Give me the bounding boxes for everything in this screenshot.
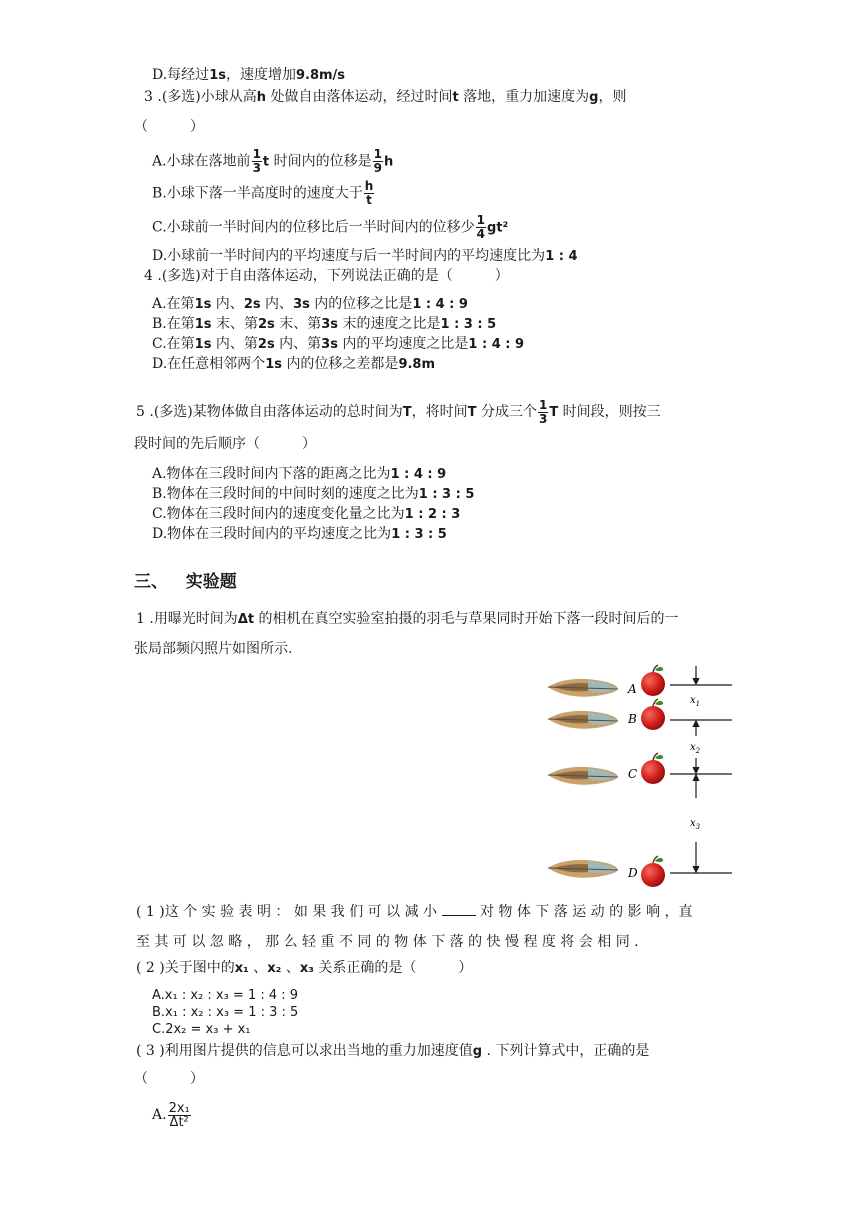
exp1-sub1-line2: 至 其 可 以 忽 略 ， 那 么 轻 重 不 同 的 物 体 下 落 的 快 慢 程 度 将 会 相 同 . [136, 934, 639, 950]
exp1-stem-line2: 张局部频闪照片如图所示. [134, 641, 293, 657]
feather-icon [548, 767, 618, 785]
exp1-sub2-option-b[interactable]: B.x₁ : x₂ : x₃ = 1 : 3 : 5 [152, 1005, 299, 1020]
q5-option-b[interactable]: B.物体在三段时间的中间时刻的速度之比为1 : 3 : 5 [152, 486, 475, 502]
exp1-sub3: ( 3 )利用图片提供的信息可以求出当地的重力加速度值g . 下列计算式中，正确的是 [136, 1043, 650, 1059]
q3-option-d[interactable]: D.小球前一半时间内的平均速度与后一半时间内的平均速度比为1 : 4 [152, 248, 578, 264]
q5-option-c[interactable]: C.物体在三段时间内的速度变化量之比为1 : 2 : 3 [152, 506, 461, 522]
answer-blank[interactable] [442, 903, 476, 916]
q3-option-b[interactable]: B.小球下落一半高度时的速度大于 $\frac{h}{t}$ [152, 179, 374, 207]
feather-icon [548, 711, 618, 729]
fraction: $\frac{\text{2x₁}}{\text{Δt²}}$ [168, 1100, 190, 1130]
q5-option-d[interactable]: D.物体在三段时间内的平均速度之比为1 : 3 : 5 [152, 526, 447, 542]
section-heading: 三、 实验题 [134, 572, 237, 592]
strobe-photo-figure [540, 660, 740, 896]
label-x3: $x_3$ [690, 818, 701, 831]
exp1-sub3-option-a[interactable]: A. $\frac{\text{2x₁}}{\text{Δt²}}$ [152, 1100, 190, 1130]
fraction: $\frac{h}{t}$ [364, 179, 374, 207]
q4-option-d[interactable]: D.在任意相邻两个1s 内的位移之差都是9.8m [152, 356, 436, 372]
q4-option-a[interactable]: A.在第1s 内、2s 内、3s 内的位移之比是1 : 4 : 9 [152, 296, 468, 312]
q4-stem: 4 .(多选)对于自由落体运动，下列说法正确的是（ ） [144, 268, 509, 284]
fraction: $\frac{1}{3}$ [538, 397, 548, 426]
q3-option-c[interactable]: C.小球前一半时间内的位移比后一半时间内的位移少 $\frac{1}{4}$ gt² [152, 213, 509, 241]
fraction: $\frac{1}{4}$ [476, 213, 486, 241]
exp1-sub2-option-c[interactable]: C.2x₂ = x₃ + x₁ [152, 1022, 251, 1037]
q4-option-b[interactable]: B.在第1s 末、第2s 末、第3s 末的速度之比是1 : 3 : 5 [152, 316, 497, 332]
apple-icon [641, 699, 665, 730]
exp1-sub3-paren: （ ） [134, 1071, 204, 1087]
q5-stem: 5 .(多选)某物体做自由落体运动的总时间为T，将时间T 分成三个 $\frac{1}{3}$ T 时间段，则按三 [136, 397, 661, 426]
exp1-sub2: ( 2 )关于图中的x₁ 、x₂ 、x₃ 关系正确的是（ ） [136, 960, 473, 976]
feather-icon [548, 860, 618, 878]
feather-icon [548, 679, 618, 697]
fraction: $\frac{1}{9}$ [373, 147, 382, 175]
label-x1: $x_1$ [690, 695, 701, 708]
q5-option-a[interactable]: A.物体在三段时间内下落的距离之比为1 : 4 : 9 [152, 466, 447, 482]
apple-icon [641, 753, 665, 784]
fraction: $\frac{1}{3}$ [252, 147, 261, 175]
q3-paren: （ ） [134, 119, 204, 135]
apple-icon [641, 665, 665, 696]
q4-option-c[interactable]: C.在第1s 内、第2s 内、第3s 内的平均速度之比是1 : 4 : 9 [152, 336, 525, 352]
label-d: D [628, 866, 638, 880]
label-b: B [628, 712, 637, 726]
q5-stem-line2: 段时间的先后顺序（ ） [134, 436, 316, 452]
exp1-stem: 1 .用曝光时间为Δt 的相机在真空实验室拍摄的羽毛与草果同时开始下落一段时间后的一 [136, 611, 679, 627]
label-x2: $x_2$ [690, 742, 701, 755]
label-a: A [628, 682, 637, 696]
q2-option-d[interactable]: D.每经过1s，速度增加9.8m/s [152, 67, 346, 83]
q3-stem: 3 .(多选)小球从高h 处做自由落体运动，经过时间t 落地，重力加速度为g，则 [144, 89, 627, 105]
measurement-lines [670, 666, 732, 873]
exp1-sub2-option-a[interactable]: A.x₁ : x₂ : x₃ = 1 : 4 : 9 [152, 988, 299, 1003]
label-c: C [628, 767, 638, 781]
exp1-sub1: ( 1 )这 个 实 验 表 明 ： 如 果 我 们 可 以 减 小 对 物 体 下 落 运 动 的 影 响 ，直 [136, 904, 693, 920]
q3-option-a[interactable]: A.小球在落地前 $\frac{1}{3}$ t 时间内的位移是 $\frac{1}{9}$ h [152, 147, 394, 175]
apple-icon [641, 856, 665, 887]
